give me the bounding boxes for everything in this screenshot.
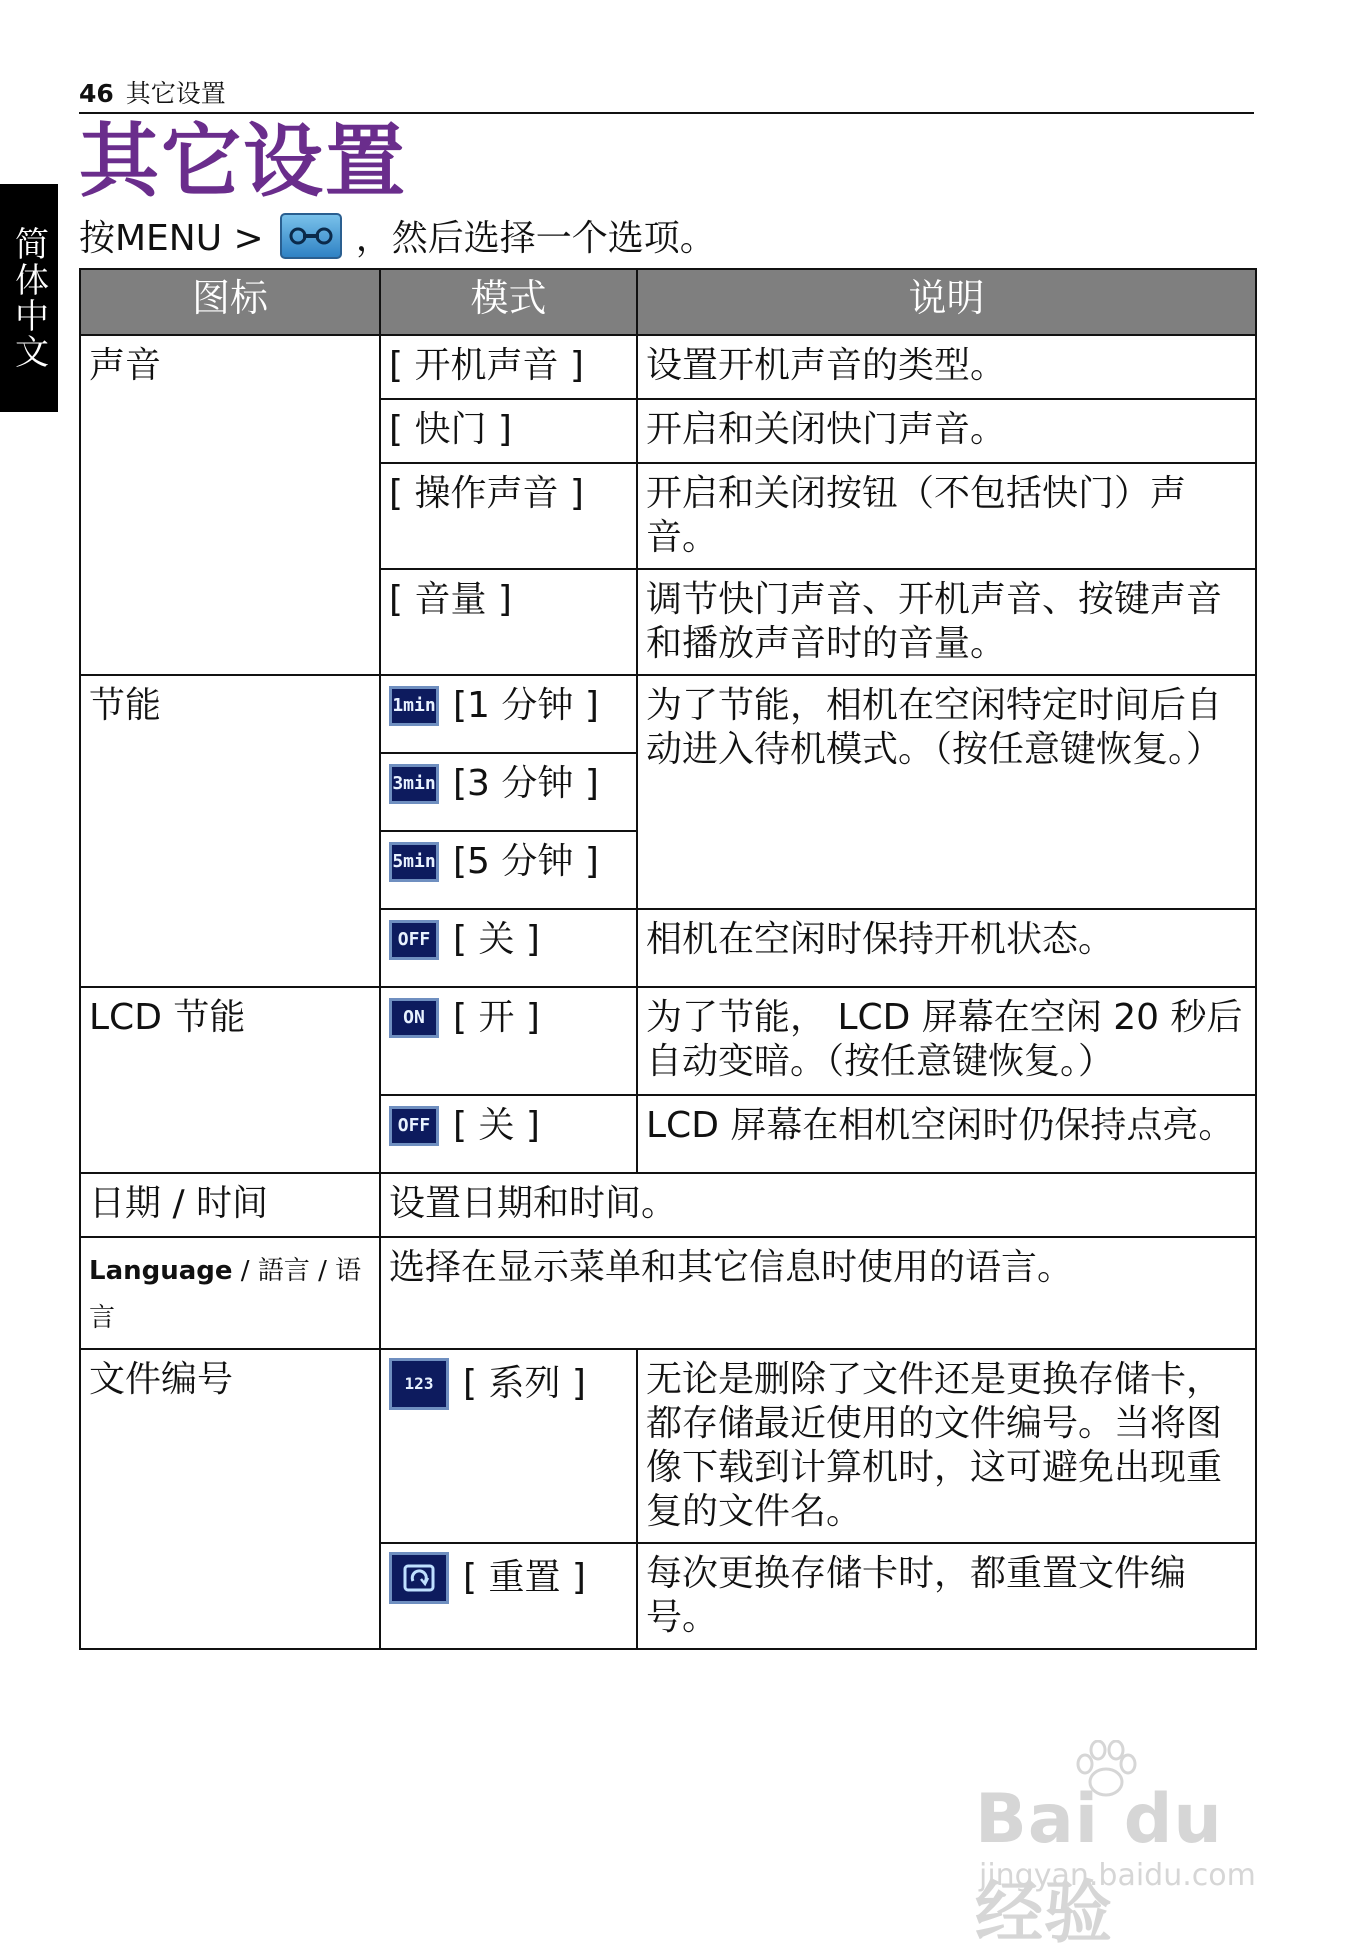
off-icon: OFF — [389, 1106, 439, 1146]
sound-startup-desc: 设置开机声音的类型。 — [637, 335, 1256, 399]
instruction-suffix: ，然后选择一个选项。 — [355, 218, 716, 259]
sound-volume-mode: [ 音量 ] — [380, 569, 637, 675]
power-save-off-cell — [380, 909, 637, 987]
one-minute-icon: 1min — [389, 686, 439, 726]
header-description: 说明 — [637, 269, 1256, 335]
table-row — [80, 335, 1256, 399]
table-row — [80, 675, 1256, 753]
sound-operation-mode: [ 操作声音 ] — [380, 463, 637, 569]
header-mode: 模式 — [380, 269, 637, 335]
language-desc: 选择在显示菜单和其它信息时使用的语言。 — [380, 1237, 1256, 1349]
page-title: 其它设置 — [79, 115, 407, 208]
power-save-timed-desc: 为了节能，相机在空闲特定时间后自动进入待机模式。（按任意键恢复。） — [637, 675, 1256, 909]
power-save-off-mode: [ 关 ] — [453, 919, 540, 960]
watermark-brand: Bai du 经验 — [975, 1780, 1223, 1953]
lcd-save-label: LCD 节能 — [80, 987, 380, 1173]
table-row — [80, 1237, 1256, 1349]
language-side-tab: 简体中文 — [0, 184, 58, 412]
lcd-save-on-mode: [ 开 ] — [453, 997, 540, 1038]
power-save-1min-cell — [380, 675, 637, 753]
date-time-label: 日期 / 时间 — [80, 1173, 380, 1237]
power-save-3min-mode: [3 分钟 ] — [453, 763, 599, 804]
page-number: 46 — [79, 79, 114, 108]
sound-shutter-mode: [ 快门 ] — [380, 399, 637, 463]
instruction-line — [79, 210, 716, 261]
table-row — [80, 1173, 1256, 1237]
power-save-5min-mode: [5 分钟 ] — [453, 841, 599, 882]
series-number-icon: 123 — [389, 1358, 449, 1410]
file-number-series-mode: [ 系列 ] — [463, 1363, 586, 1404]
language-label-rest: / 語言 / 语言 — [89, 1256, 362, 1333]
power-save-3min-cell — [380, 753, 637, 831]
reset-icon — [389, 1552, 449, 1604]
off-icon: OFF — [389, 920, 439, 960]
table-row — [80, 1349, 1256, 1543]
sound-startup-mode: [ 开机声音 ] — [380, 335, 637, 399]
lcd-save-off-mode: [ 关 ] — [453, 1105, 540, 1146]
lcd-save-on-cell — [380, 987, 637, 1095]
language-label: Language — [89, 1256, 233, 1286]
wrench-settings-icon — [280, 213, 342, 259]
table-header-row — [80, 269, 1256, 335]
header-rule — [79, 112, 1254, 114]
sound-volume-desc: 调节快门声音、开机声音、按键声音和播放声音时的音量。 — [637, 569, 1256, 675]
file-number-label: 文件编号 — [80, 1349, 380, 1649]
five-minute-icon: 5min — [389, 842, 439, 882]
sound-operation-desc: 开启和关闭按钮（不包括快门）声音。 — [637, 463, 1256, 569]
power-save-off-desc: 相机在空闲时保持开机状态。 — [637, 909, 1256, 987]
language-label-cell — [80, 1237, 380, 1349]
file-number-reset-desc: 每次更换存储卡时，都重置文件编号。 — [637, 1543, 1256, 1649]
three-minute-icon: 3min — [389, 764, 439, 804]
power-save-label: 节能 — [80, 675, 380, 987]
lcd-save-on-desc: 为了节能， LCD 屏幕在空闲 20 秒后自动变暗。（按任意键恢复。） — [637, 987, 1256, 1095]
power-save-5min-cell — [380, 831, 637, 909]
table-row — [80, 987, 1256, 1095]
lcd-save-off-desc: LCD 屏幕在相机空闲时仍保持点亮。 — [637, 1095, 1256, 1173]
settings-table — [79, 268, 1257, 1650]
instruction-prefix: 按MENU > — [79, 218, 264, 259]
file-number-reset-mode: [ 重置 ] — [463, 1557, 586, 1598]
date-time-desc: 设置日期和时间。 — [380, 1173, 1256, 1237]
lcd-save-off-cell — [380, 1095, 637, 1173]
sound-shutter-desc: 开启和关闭快门声音。 — [637, 399, 1256, 463]
file-number-series-cell — [380, 1349, 637, 1543]
baidu-watermark — [975, 1740, 1275, 1953]
file-number-series-desc: 无论是删除了文件还是更换存储卡，都存储最近使用的文件编号。当将图像下载到计算机时，这可避免出现重复的文件名。 — [637, 1349, 1256, 1543]
file-number-reset-cell — [380, 1543, 637, 1649]
running-head-section: 其它设置 — [125, 79, 226, 108]
running-head — [79, 74, 226, 110]
header-icon: 图标 — [80, 269, 380, 335]
watermark-url: jingyan.baidu.com — [979, 1858, 1256, 1893]
power-save-1min-mode: [1 分钟 ] — [453, 685, 599, 726]
on-icon: ON — [389, 998, 439, 1038]
sound-label: 声音 — [80, 335, 380, 675]
